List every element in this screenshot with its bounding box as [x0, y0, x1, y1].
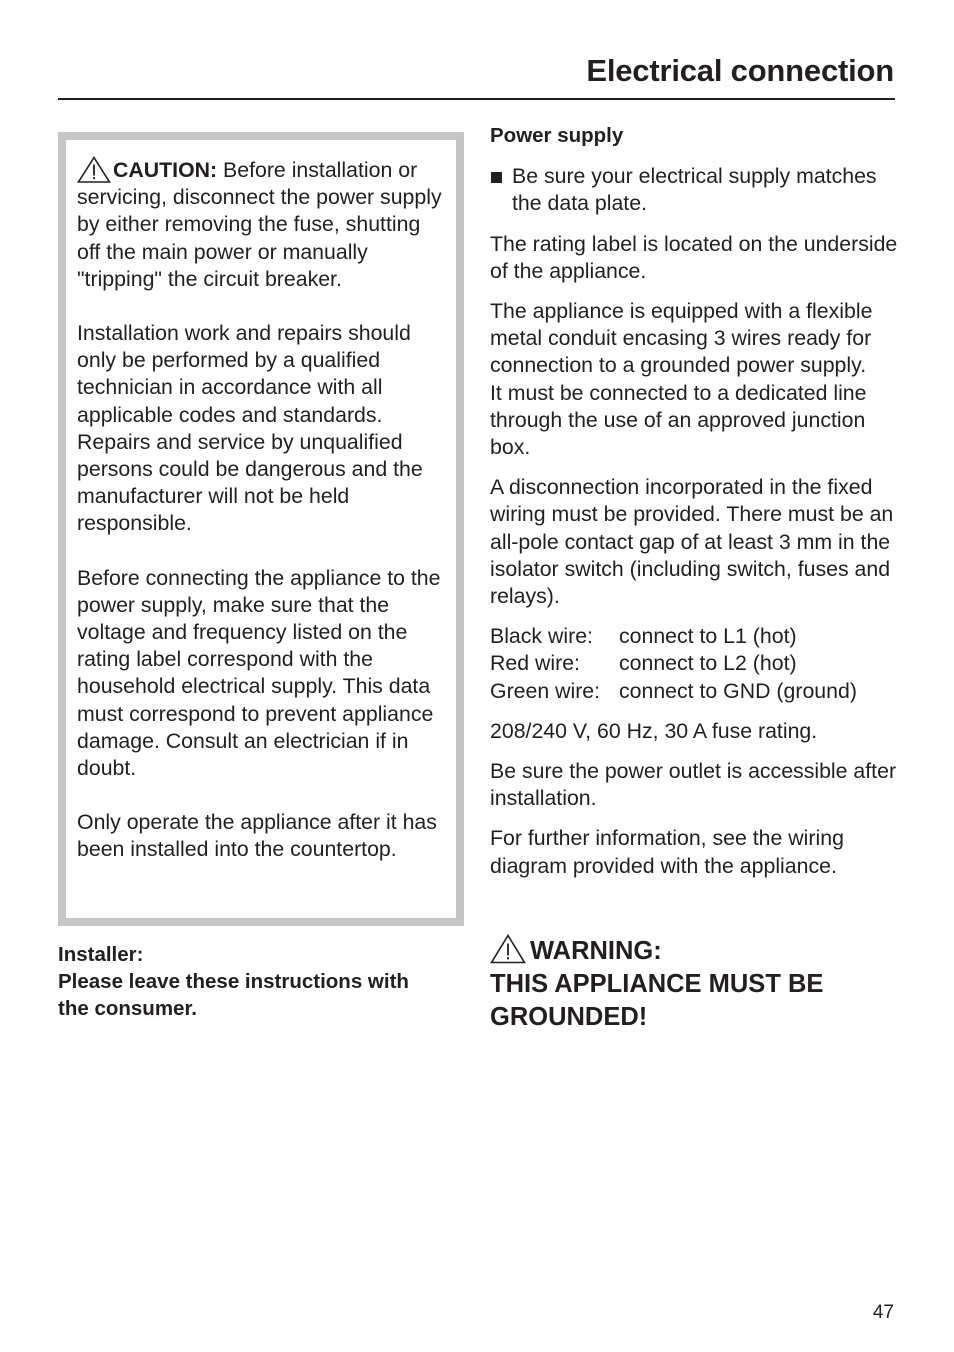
wire-table [490, 623, 900, 705]
conduit-paragraph: The appliance is equipped with a flexible metal conduit encasing 3 wires ready for connection to a grounded power supply. [490, 299, 873, 378]
caution-paragraph-4: Only operate the appliance after it has been installed into the countertop. [77, 810, 437, 862]
dedicated-line-paragraph: It must be connected to a dedicated line through the use of an approved junction box. [490, 380, 867, 460]
caution-paragraph-2: Installation work and repairs should only be performed by a qualified technician in accordance with all applicable codes and standards. Repairs and service by unqualified persons could be dangerous and the manufacturer will not be held responsible. [77, 321, 423, 536]
grounding-warning [490, 934, 900, 1034]
caution-box [58, 132, 464, 926]
installer-line-2: the consumer. [58, 997, 197, 1021]
warning-line-1 [490, 934, 900, 968]
caution-paragraph-1 [77, 156, 444, 293]
wire-label: Black wire: [490, 624, 593, 649]
warning-line-2: THIS APPLIANCE MUST BE [490, 970, 824, 998]
square-bullet-icon [491, 172, 502, 183]
wire-value: connect to L2 (hot) [619, 651, 797, 676]
page-title: Electrical connection [586, 53, 894, 88]
warning-label: WARNING: [530, 937, 662, 965]
wire-label: Green wire: [490, 678, 601, 703]
wire-row [490, 623, 900, 650]
wire-row [490, 650, 900, 677]
installer-line-1: Please leave these instructions with [58, 970, 409, 994]
caution-paragraph-3: Before connecting the appliance to the power supply, make sure that the voltage and frequency listed on the rating label correspond with the household electrical supply. This data must correspond to prevent appliance damage. Consult an electrician if in doubt. [77, 565, 441, 781]
wire-row [490, 678, 900, 705]
power-supply-heading: Power supply [490, 124, 624, 147]
warning-line-3: GROUNDED! [490, 1003, 648, 1031]
bullet-item [490, 163, 900, 217]
page-number: 47 [872, 1302, 894, 1323]
power-outlet-paragraph: Be sure the power outlet is accessible after installation. [490, 759, 897, 811]
title-divider [58, 98, 895, 100]
caution-label: CAUTION: [113, 158, 218, 182]
installer-note [58, 941, 468, 1023]
power-supply-section [490, 122, 900, 893]
bullet-text: Be sure your electrical supply matches the data plate. [512, 164, 877, 216]
fuse-rating-paragraph: 208/240 V, 60 Hz, 30 A fuse rating. [490, 718, 818, 743]
installer-heading: Installer: [58, 943, 144, 966]
rating-label-paragraph: The rating label is located on the underside of the appliance. [490, 231, 898, 283]
wire-label: Red wire: [490, 651, 580, 676]
wire-value: connect to GND (ground) [619, 678, 857, 703]
further-info-paragraph: For further information, see the wiring diagram provided with the appliance. [490, 826, 844, 878]
warning-triangle-icon [490, 934, 526, 964]
wire-value: connect to L1 (hot) [619, 624, 797, 649]
disconnection-paragraph: A disconnection incorporated in the fixed wiring must be provided. There must be an all-pole contact gap of at least 3 mm in the isolator switch (including switch, fuses and relays). [490, 475, 894, 609]
warning-triangle-icon [77, 156, 111, 183]
caution-text: Before installation or servicing, disconnect the power supply by either removing the fuse, shutting off the main power or manually "tripping" the circuit breaker. [77, 158, 442, 291]
